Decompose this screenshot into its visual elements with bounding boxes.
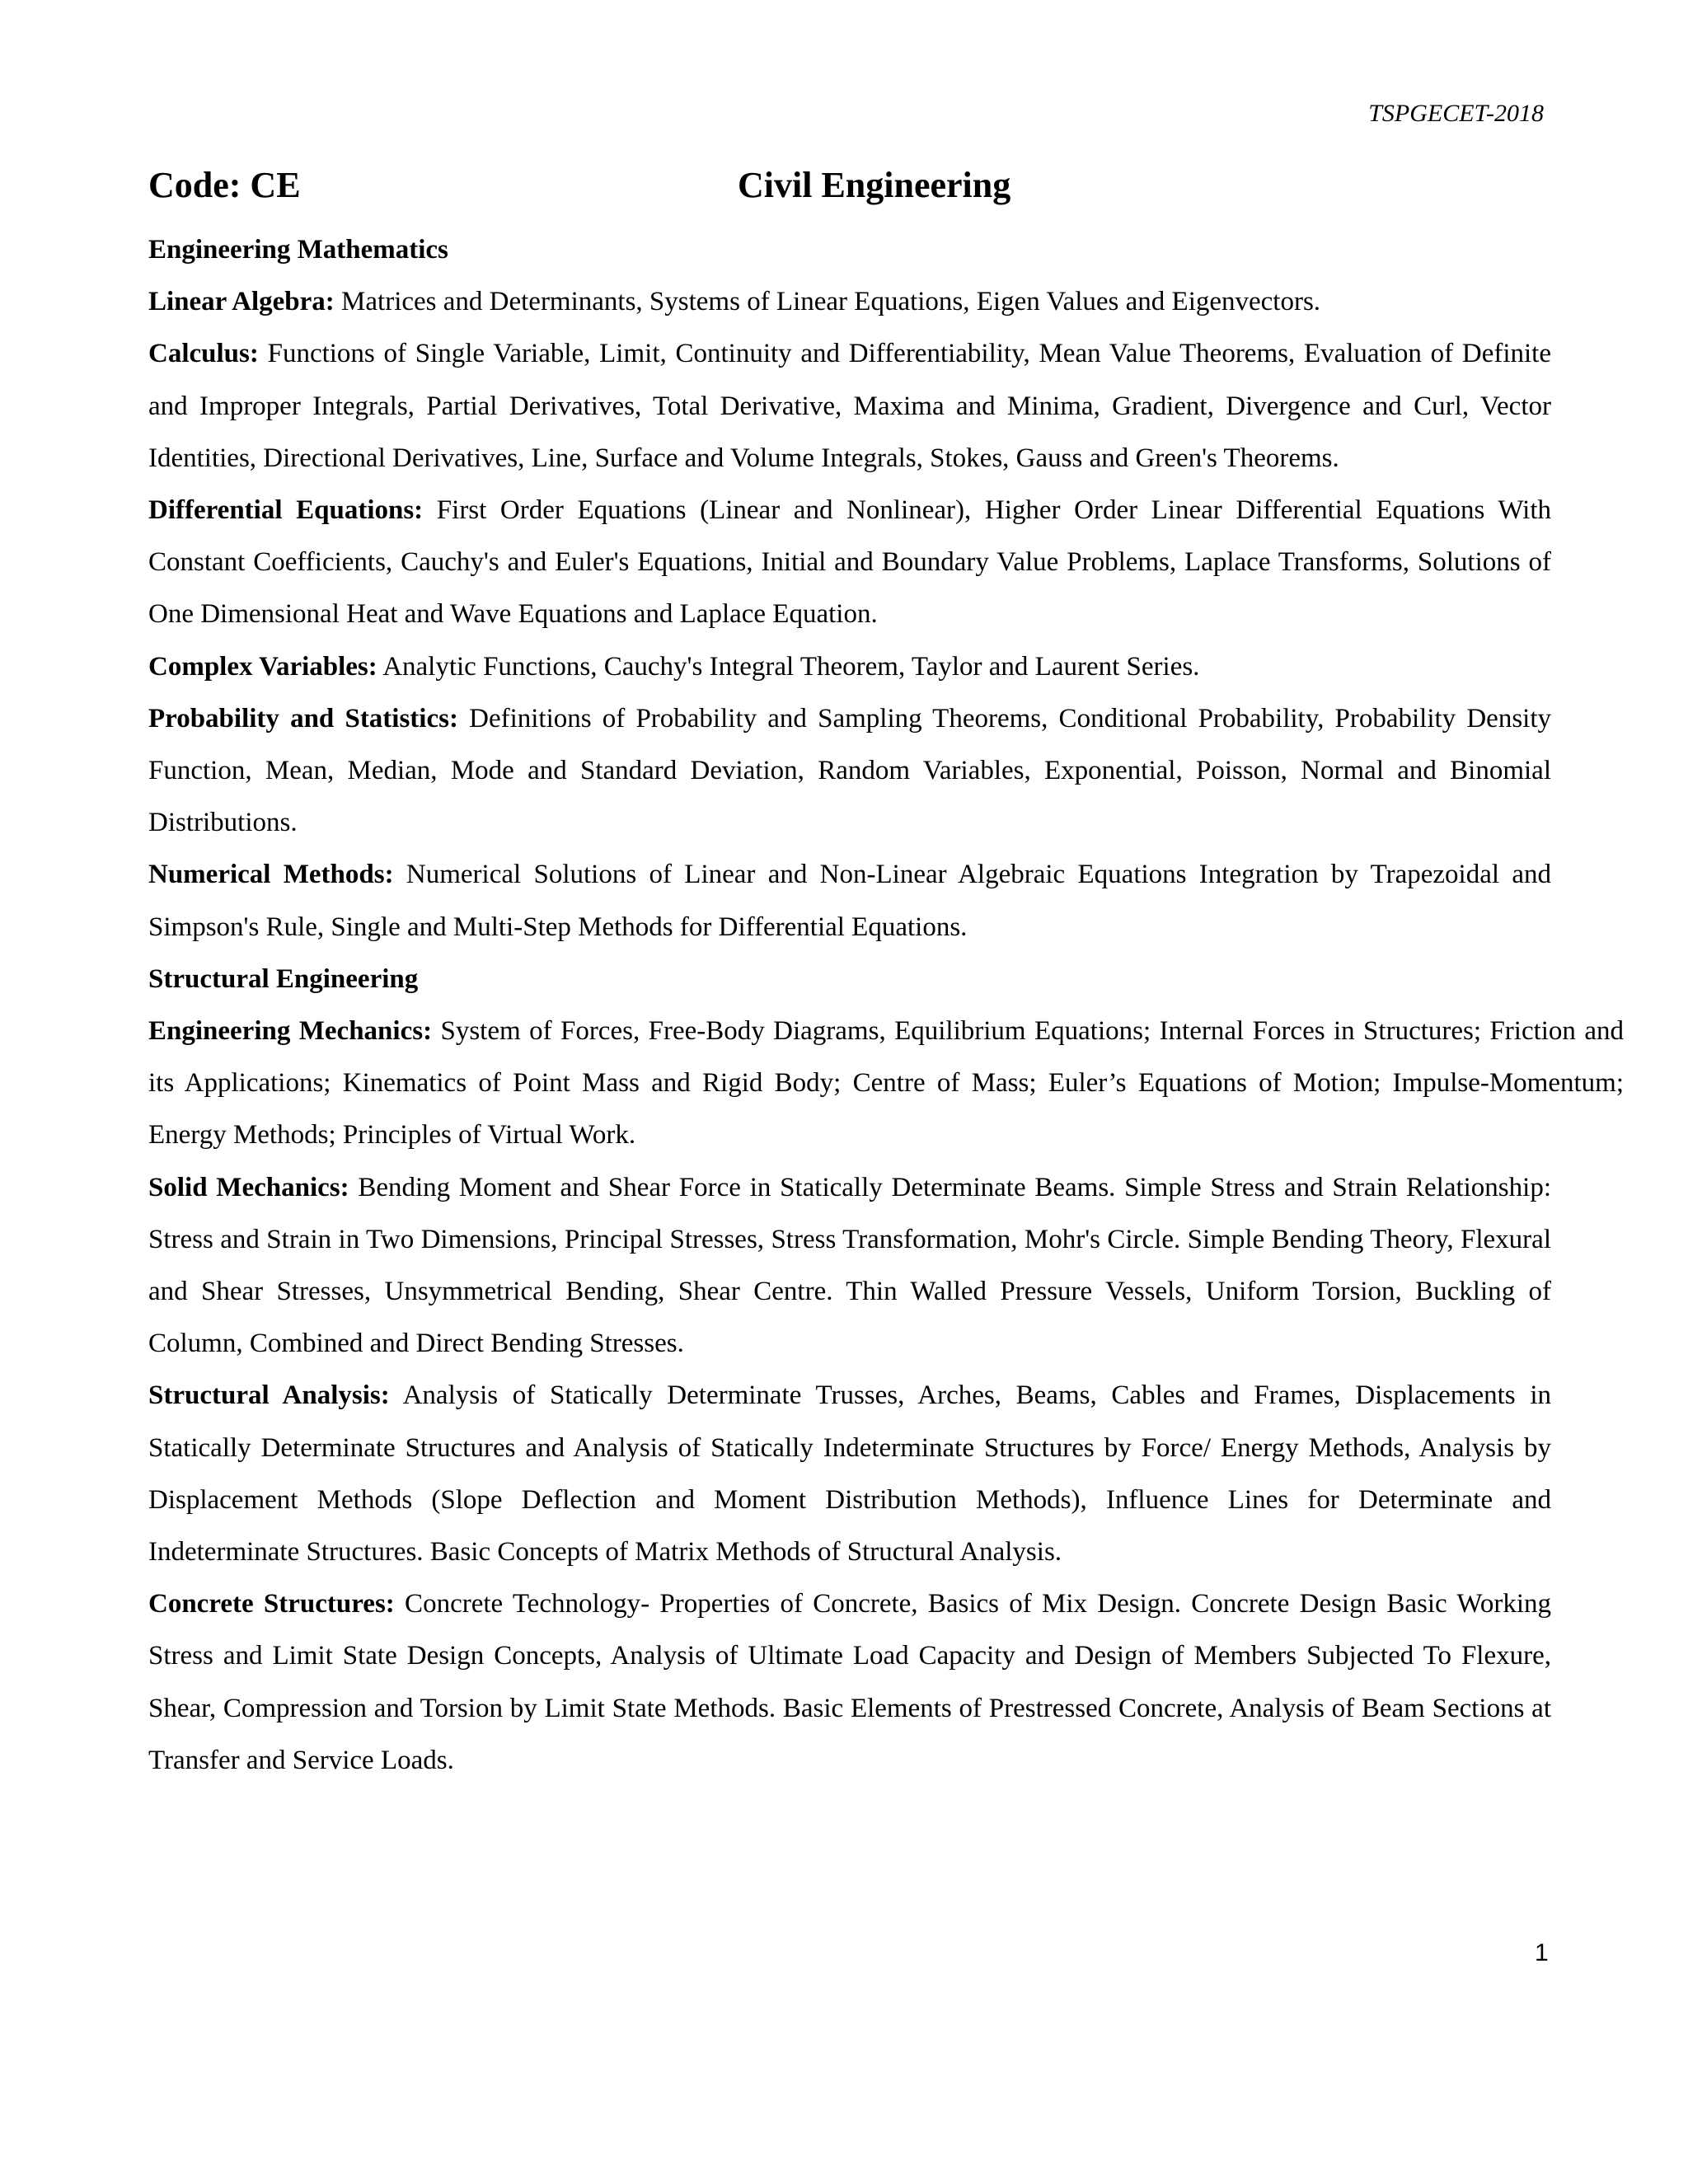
topic-text: Functions of Single Variable, Limit, Continuity and Differentiability, Mean Value Theorems, Evaluation of Definite and Improper Integrals, Partial Derivatives, Total Derivative, Maxima and Minima, Gradient, Divergence and Curl, Vector Identities, Directional Derivatives, Line, Surface and Volume Integrals, Stokes, Gauss and Green's Theorems. bbox=[148, 339, 1551, 473]
exam-tag: TSPGECET-2018 bbox=[1368, 100, 1544, 127]
topic-concrete-structures bbox=[148, 1578, 1551, 1787]
topic-label: Calculus: bbox=[148, 339, 259, 369]
topic-label: Engineering Mechanics: bbox=[148, 1016, 433, 1047]
topic-structural-analysis bbox=[148, 1370, 1551, 1578]
topic-label: Differential Equations: bbox=[148, 495, 424, 526]
topic-label: Probability and Statistics: bbox=[148, 703, 458, 733]
topic-text: Analytic Functions, Cauchy's Integral Theorem, Taylor and Laurent Series. bbox=[377, 651, 1200, 682]
syllabus-content bbox=[148, 224, 1624, 1787]
topic-text: Bending Moment and Shear Force in Statically Determinate Beams. Simple Stress and Strain Relationship: Stress and Strain in Two Dimensions, Principal Stresses, Stress Transformation, Mohr's Circle. Simple Bending Theory, Flexural and Shear Stresses, Unsymmetrical Bending, Shear Centre. Thin Walled Pressure Vessels, Uniform Torsion, Buckling of Column, Combined and Direct Bending Stresses. bbox=[148, 1172, 1551, 1359]
topic-numerical-methods bbox=[148, 849, 1551, 953]
topic-solid-mechanics bbox=[148, 1162, 1551, 1371]
subject-code: Code: CE bbox=[148, 165, 301, 205]
topic-text: Concrete Technology- Properties of Concrete, Basics of Mix Design. Concrete Design Basic Working Stress and Limit State Design Concepts, Analysis of Ultimate Load Capacity and Design of Members Subjected To Flexure, Shear, Compression and Torsion by Limit State Methods. Basic Elements of Prestressed Concrete, Analysis of Beam Sections at Transfer and Service Loads. bbox=[148, 1589, 1551, 1775]
topic-differential-equations bbox=[148, 485, 1551, 641]
topic-engineering-mechanics bbox=[148, 1005, 1624, 1162]
topic-text: Matrices and Determinants, Systems of Linear Equations, Eigen Values and Eigenvectors. bbox=[334, 287, 1321, 317]
topic-label: Linear Algebra: bbox=[148, 287, 335, 317]
topic-text: System of Forces, Free-Body Diagrams, Equilibrium Equations; Internal Forces in Structures; Friction and its Applications; Kinematics of Point Mass and Rigid Body; Centre of Mass; Euler’s Equations of Motion; Impulse-Momentum; Energy Methods; Principles of Virtual Work. bbox=[148, 1016, 1624, 1151]
topic-text: Numerical Solutions of Linear and Non-Linear Algebraic Equations Integration by Trapezoidal and Simpson's Rule, Single and Multi-Step Methods for Differential Equations. bbox=[148, 860, 1551, 942]
section-heading-engineering-mathematics: Engineering Mathematics bbox=[148, 235, 448, 265]
topic-text: First Order Equations (Linear and Nonlinear), Higher Order Linear Differential Equations With Constant Coefficients, Cauchy's and Euler's Equations, Initial and Boundary Value Problems, Laplace Transforms, Solutions of One Dimensional Heat and Wave Equations and Laplace Equation. bbox=[148, 495, 1551, 630]
topic-label: Complex Variables: bbox=[148, 651, 377, 682]
topic-label: Solid Mechanics: bbox=[148, 1172, 349, 1202]
topic-label: Numerical Methods: bbox=[148, 860, 394, 890]
title-row bbox=[148, 161, 1550, 218]
topic-label: Structural Analysis: bbox=[148, 1380, 390, 1411]
section-heading-structural-engineering: Structural Engineering bbox=[148, 963, 419, 994]
topic-complex-variables bbox=[148, 641, 1551, 693]
topic-text: Definitions of Probability and Sampling Theorems, Conditional Probability, Probability Density Function, Mean, Median, Mode and Standard Deviation, Random Variables, Exponential, Poisson, Normal and Binomial Distributions. bbox=[148, 703, 1552, 838]
page-number: 1 bbox=[1535, 1939, 1549, 1966]
topic-linear-algebra bbox=[148, 276, 1551, 328]
topic-calculus bbox=[148, 328, 1551, 485]
subject-title: Civil Engineering bbox=[738, 165, 1011, 205]
topic-probability-statistics bbox=[148, 693, 1551, 850]
topic-label: Concrete Structures: bbox=[148, 1589, 395, 1619]
topic-text: Analysis of Statically Determinate Trusses, Arches, Beams, Cables and Frames, Displacements in Statically Determinate Structures and Analysis of Statically Indeterminate Structures by Force/ Energy Methods, Analysis by Displacement Methods (Slope Deflection and Moment Distribution Methods), Influence Lines for Determinate and Indeterminate Structures. Basic Concepts of Matrix Methods of Structural Analysis. bbox=[148, 1380, 1551, 1568]
